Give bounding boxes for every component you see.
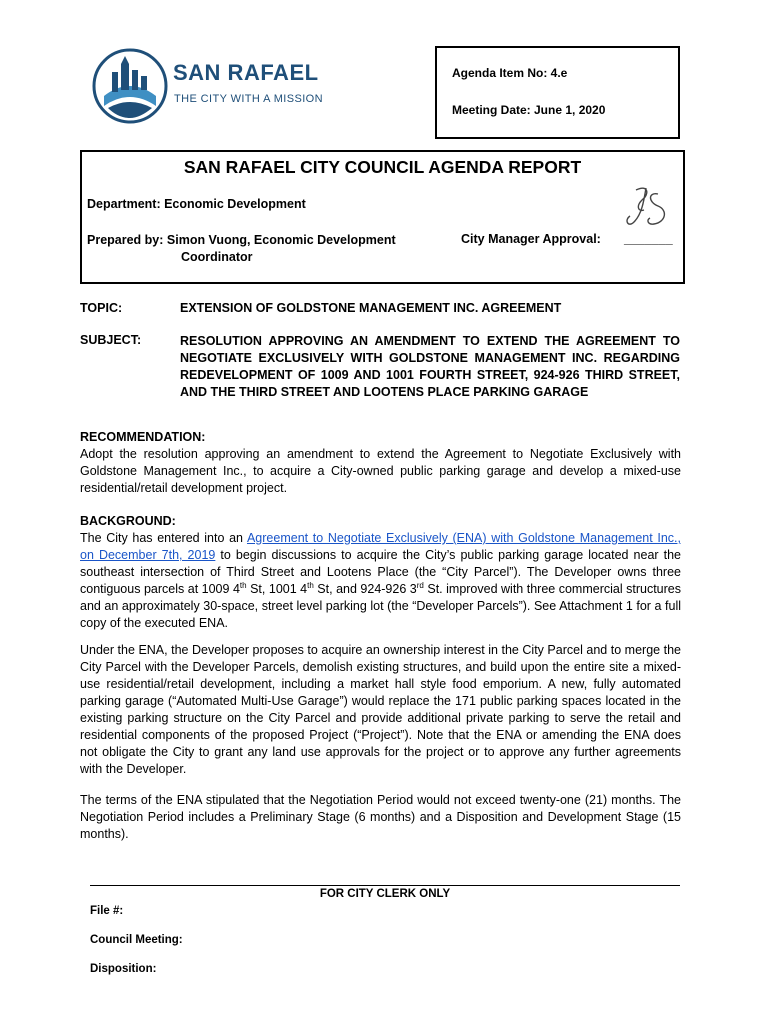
recommendation-text: Adopt the resolution approving an amendment to extend the Agreement to Negotiate Exclusively with Goldstone Management Inc., to acquire a City-owned public parking garage and develop a mixed-use residential/retail development project.: [80, 447, 681, 495]
logo-title: SAN RAFAEL: [173, 60, 319, 85]
meeting-date: Meeting Date: June 1, 2020: [452, 103, 606, 117]
council-meeting-label: Council Meeting:: [90, 934, 183, 946]
subject-label: SUBJECT:: [80, 333, 142, 347]
ordinal-suffix: th: [307, 580, 314, 590]
ena-agreement-link[interactable]: Agreement to Negotiate Exclusively (ENA) with Goldstone Management Inc., on December 7th, 2019: [80, 531, 681, 562]
background-paragraph-3: The terms of the ENA stipulated that the Negotiation Period would not exceed twenty-one (21) months. The Negotiation Period includes a Preliminary Stage (6 months) and a Disposition and Development Stage (15 months).: [80, 793, 681, 841]
subject-text: RESOLUTION APPROVING AN AMENDMENT TO EXTEND THE AGREEMENT TO NEGOTIATE EXCLUSIVELY WITH GOLDSTONE MANAGEMENT INC. REGARDING REDEVELOPMENT OF 1009 AND 1001 FOURTH STREET, 924-926 THIRD STREET, AND THE THIRD STREET AND LOOTENS PLACE PARKING GARAGE: [180, 334, 680, 399]
background-heading: BACKGROUND:: [80, 514, 176, 528]
prepared-by-title: Coordinator: [181, 250, 253, 264]
bg-p1-start: The City has entered into an: [80, 531, 247, 545]
agenda-item-number: Agenda Item No: 4.e: [452, 66, 568, 80]
recommendation-heading: RECOMMENDATION:: [80, 430, 206, 444]
topic-text: EXTENSION OF GOLDSTONE MANAGEMENT INC. AGREEMENT: [180, 301, 562, 315]
bg-p1-mid3: St, and 924-926 3: [313, 582, 417, 596]
san-rafael-logo: [90, 46, 330, 126]
approval-signature-line: _______: [624, 232, 673, 246]
ordinal-suffix: th: [239, 580, 247, 590]
file-number-label: File #:: [90, 905, 124, 917]
clerk-divider: [90, 885, 680, 886]
manager-signature: [618, 180, 678, 236]
ordinal-suffix: rd: [416, 580, 424, 590]
city-manager-approval-label: City Manager Approval:: [461, 232, 601, 246]
topic-label: TOPIC:: [80, 301, 123, 315]
disposition-label: Disposition:: [90, 963, 157, 975]
bg-p1-end: St. improved with three commercial structures and an approximately 30-space, street level parking lot (the “Developer Parcels”). See Attachment 1 for a full copy of the executed ENA.: [80, 582, 682, 630]
report-title: SAN RAFAEL CITY COUNCIL AGENDA REPORT: [183, 157, 582, 177]
bg-p1-mid: to begin discussions to acquire the City’s public parking garage located near the southeast intersection of Third Street and Lootens Place (the “City Parcel”). The Developer owns three contiguous parcels at 1009 4: [80, 548, 681, 596]
background-paragraph-2: Under the ENA, the Developer proposes to acquire an ownership interest in the City Parcel and to merge the City Parcel with the Developer Parcels, demolish existing structures, and build upon the entire site a mixed-use residential/retail development, including a market hall style food emporium. A new, fully automated parking garage (“Automated Multi-Use Garage”) would replace the 171 public parking spaces located in the existing parking structure on the City Parcel and provide additional private parking to serve the retail and residential components of the proposed Project (“Project”). Note that the ENA or amending the ENA does not obligate the City to grant any land use approvals for the project or to approve any further agreements with the Developer.: [80, 643, 681, 776]
logo-tagline: THE CITY WITH A MISSION: [174, 93, 323, 105]
city-clerk-heading: FOR CITY CLERK ONLY: [319, 888, 451, 900]
prepared-by-line: Prepared by: Simon Vuong, Economic Development: [87, 233, 396, 247]
bg-p1-mid2: St, 1001 4: [246, 582, 308, 596]
agenda-info-box: [435, 46, 680, 139]
background-paragraph-1: [80, 530, 681, 632]
department-line: Department: Economic Development: [87, 197, 306, 211]
